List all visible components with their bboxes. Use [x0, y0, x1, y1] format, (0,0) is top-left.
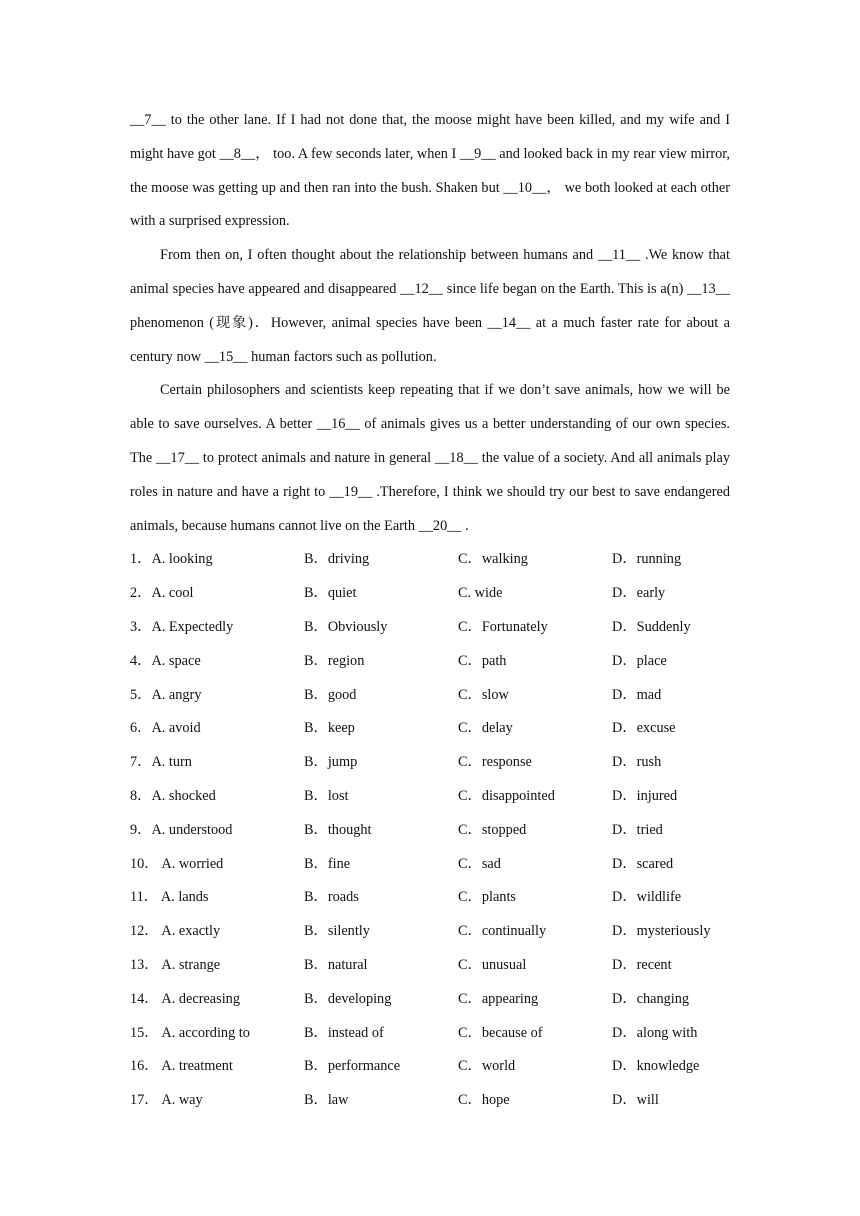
question-row — [130, 1017, 730, 1051]
document-page — [130, 104, 730, 1118]
option-b: B．thought — [304, 821, 372, 838]
passage — [130, 104, 730, 543]
question-row — [130, 949, 730, 983]
option-d: D．will — [612, 1092, 659, 1109]
option-a: 6．A. avoid — [130, 720, 201, 737]
option-c: C．plants — [458, 889, 516, 906]
option-a: 1．A. looking — [130, 551, 213, 568]
option-c: C．disappointed — [458, 787, 555, 804]
question-row — [130, 1050, 730, 1084]
option-c: C．sad — [458, 855, 501, 872]
option-a: 17． A. way — [130, 1092, 203, 1109]
option-c: C．because of — [458, 1024, 543, 1041]
option-b: B．keep — [304, 720, 355, 737]
option-c: C．unusual — [458, 956, 527, 973]
option-c: C．response — [458, 754, 532, 771]
option-d: D．place — [612, 652, 667, 669]
option-c: C．Fortunately — [458, 618, 548, 635]
option-a: 2．A. cool — [130, 585, 194, 602]
option-b: B．performance — [304, 1058, 401, 1075]
question-row — [130, 645, 730, 679]
option-c: C．appearing — [458, 990, 539, 1007]
question-row — [130, 780, 730, 814]
option-d: D．along with — [612, 1024, 698, 1041]
question-row — [130, 881, 730, 915]
option-d: D．excuse — [612, 720, 676, 737]
option-d: D．scared — [612, 855, 674, 872]
option-a: 7．A. turn — [130, 754, 192, 771]
option-b: B．good — [304, 686, 357, 703]
option-a: 5．A. angry — [130, 686, 202, 703]
option-b: B．natural — [304, 956, 368, 973]
option-d: D．injured — [612, 787, 678, 804]
question-row — [130, 915, 730, 949]
option-a: 14． A. decreasing — [130, 990, 240, 1007]
option-a: 4．A. space — [130, 652, 201, 669]
question-options — [130, 543, 730, 1118]
option-d: D．knowledge — [612, 1058, 700, 1075]
option-a: 16． A. treatment — [130, 1058, 233, 1075]
option-d: D．tried — [612, 821, 663, 838]
option-a: 13． A. strange — [130, 956, 221, 973]
option-a: 15． A. according to — [130, 1024, 250, 1041]
question-row — [130, 577, 730, 611]
option-b: B．silently — [304, 923, 370, 940]
option-b: B．lost — [304, 787, 349, 804]
option-c: C．slow — [458, 686, 509, 703]
option-a: 8．A. shocked — [130, 787, 216, 804]
question-row — [130, 679, 730, 713]
option-d: D．recent — [612, 956, 672, 973]
option-a: 12． A. exactly — [130, 923, 221, 940]
question-row — [130, 848, 730, 882]
passage-paragraph: From then on, I often thought about the relationship between humans and __11__ .We know that animal species have appeared and disappeared __12__ since life began on the Earth. This is a(n) __13__ phenomenon (现象)．However, animal species have been __14__ at a much faster rate for about a century now __15__ human factors such as pollution. — [130, 247, 730, 365]
option-c: C. wide — [458, 585, 503, 602]
question-row — [130, 983, 730, 1017]
option-a: 11． A. lands — [130, 889, 209, 906]
option-d: D．Suddenly — [612, 618, 691, 635]
option-c: C．walking — [458, 551, 528, 568]
option-c: C．path — [458, 652, 507, 669]
option-b: B．fine — [304, 855, 351, 872]
passage-paragraph: Certain philosophers and scientists keep repeating that if we don’t save animals, how we will be able to save ourselves. A better __16__ of animals gives us a better understanding of our own species. The __17__ to protect animals and nature in general __18__ the value of a society. And all animals play roles in nature and have a right to __19__ .Therefore, I think we should try our best to save endangered animals, because humans cannot live on the Earth __20__ . — [130, 382, 730, 534]
option-b: B．driving — [304, 551, 370, 568]
option-a: 10． A. worried — [130, 855, 224, 872]
option-d: D．wildlife — [612, 889, 682, 906]
question-row — [130, 814, 730, 848]
option-c: C．continually — [458, 923, 547, 940]
option-b: B．jump — [304, 754, 358, 771]
option-a: 9．A. understood — [130, 821, 233, 838]
question-row — [130, 543, 730, 577]
option-b: B．roads — [304, 889, 359, 906]
option-b: B．region — [304, 652, 365, 669]
option-d: D．mad — [612, 686, 662, 703]
option-b: B．developing — [304, 990, 392, 1007]
option-d: D．changing — [612, 990, 690, 1007]
option-b: B．law — [304, 1092, 349, 1109]
question-row — [130, 611, 730, 645]
option-d: D．early — [612, 585, 666, 602]
option-c: C．delay — [458, 720, 513, 737]
passage-paragraph: __7__ to the other lane. If I had not done that, the moose might have been killed, and my wife and I might have got __8__， too. A few seconds later, when I __9__ and looked back in my rear view mirror, the moose was getting up and then ran into the bush. Shaken but __10__， we both looked at each other with a surprised expression. — [130, 112, 730, 230]
option-d: D．mysteriously — [612, 923, 711, 940]
option-b: B．Obviously — [304, 618, 388, 635]
question-row — [130, 746, 730, 780]
option-a: 3．A. Expectedly — [130, 618, 234, 635]
question-row — [130, 1084, 730, 1118]
question-row — [130, 712, 730, 746]
option-c: C．stopped — [458, 821, 527, 838]
option-c: C．hope — [458, 1092, 510, 1109]
option-d: D．running — [612, 551, 682, 568]
option-c: C．world — [458, 1058, 516, 1075]
option-b: B．quiet — [304, 585, 357, 602]
option-b: B．instead of — [304, 1024, 384, 1041]
option-d: D．rush — [612, 754, 662, 771]
